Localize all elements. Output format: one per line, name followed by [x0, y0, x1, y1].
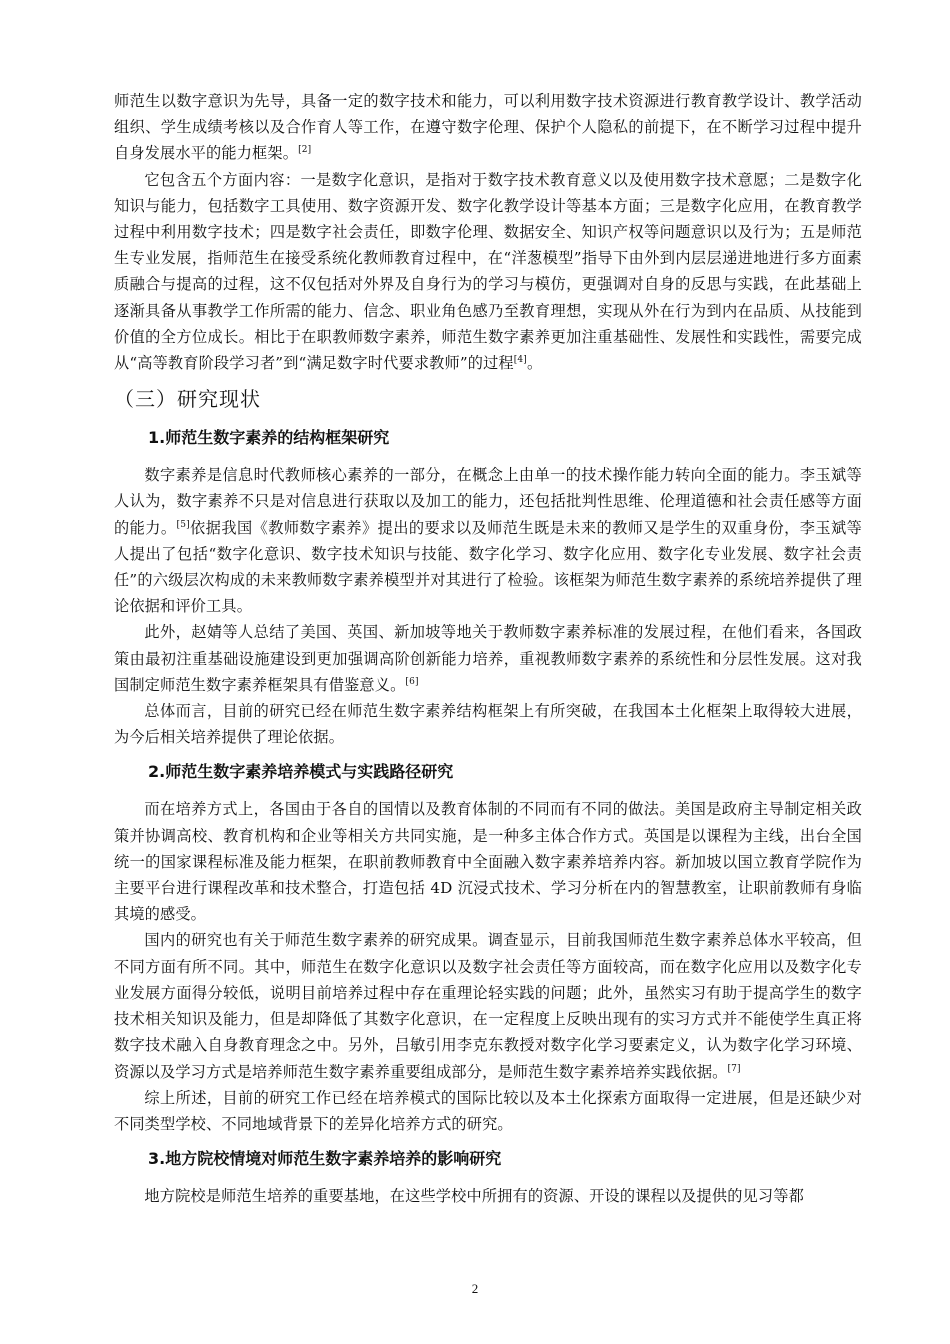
subsection-heading: 2.师范生数字素养培养模式与实践路径研究: [148, 762, 454, 782]
citation-ref: [5]: [176, 519, 190, 530]
subsection-heading: 1.师范生数字素养的结构框架研究: [148, 428, 390, 448]
citation-ref: [6]: [405, 676, 419, 687]
paragraph-tail: 依据我国《教师数字素养》提出的要求以及师范生既是未来的教师又是学生的双重身份，李玉斌等人提出了包括“数字化意识、数字技术知识与技能、数字化学习、数字化应用、数字化专业发展、数字社会责任”的六级层次构成的未来教师数字素养模型并对其进行了检验。该框架为师范生数字素养的系统培养提供了理论依据和评价工具。: [114, 518, 862, 616]
paragraph-tail: 。: [526, 354, 543, 373]
paragraph-text: 此外，赵婧等人总结了美国、英国、新加坡等地关于教师数字素养标准的发展过程，在他们看来，各国政策由最初注重基础设施建设到更加强调高阶创新能力培养，重视教师数字素养的系统性和分层性发展。这对我国制定师范生数字素养框架具有借鉴意义。: [114, 623, 862, 694]
section-heading: （三）研究现状: [114, 387, 261, 412]
paragraph: [114, 462, 862, 619]
paragraph: [114, 698, 862, 750]
paragraph-text: 地方院校是师范生培养的重要基地，在这些学校中所拥有的资源、开设的课程以及提供的见习等都: [144, 1187, 804, 1206]
paragraph: [114, 1183, 862, 1209]
page-number: 2: [471, 1281, 479, 1296]
paragraph-text: 它包含五个方面内容：一是数字化意识，是指对于数字技术教育意义以及使用数字技术意愿；二是数字化知识与能力，包括数字工具使用、数字资源开发、数字化教学设计等基本方面；三是数字化应用，在教育教学过程中利用数字技术；四是数字社会责任，即数字伦理、数据安全、知识产权等问题意识以及行为；五是师范生专业发展，指师范生在接受系统化教师教育过程中，在“洋葱模型”指导下由外到内层层递进地进行多方面素质融合与提高的过程，这不仅包括对外界及自身行为的学习与模仿，更强调对自身的反思与实践，在此基础上逐渐具备从事教学工作所需的能力、信念、职业角色感乃至教育理想，实现从外在行为到内在品质、从技能到价值的全方位成长。相比于在职教师数字素养，师范生数字素养更加注重基础性、发展性和实践性，需要完成从“高等教育阶段学习者”到“满足数字时代要求教师”的过程: [114, 170, 862, 373]
page-body: [114, 88, 862, 1209]
paragraph-text: 总体而言，目前的研究已经在师范生数字素养结构框架上有所突破，在我国本土化框架上取得较大进展，为今后相关培养提供了理论依据。: [114, 702, 862, 747]
paragraph-text: 而在培养方式上，各国由于各自的国情以及教育体制的不同而有不同的做法。美国是政府主导制定相关政策并协调高校、教育机构和企业等相关方共同实施，是一种多主体合作方式。英国是以课程为主线，出台全国统一的国家课程标准及能力框架，在职前教师教育中全面融入数字素养培养内容。新加坡以国立教育学院作为主要平台进行课程改革和技术整合，打造包括 4D 沉浸式技术、学习分析在内的智慧教室，让职前教师有身临其境的感受。: [114, 800, 862, 924]
paragraph: [114, 619, 862, 698]
paragraph: [114, 1085, 862, 1137]
citation-ref: [2]: [298, 145, 312, 156]
paragraph: [114, 88, 862, 167]
paragraph-text: 师范生以数字意识为先导，具备一定的数字技术和能力，可以利用数字技术资源进行教育教学设计、教学活动组织、学生成绩考核以及合作育人等工作，在遵守数字伦理、保护个人隐私的前提下，在不断学习过程中提升自身发展水平的能力框架。: [114, 92, 862, 163]
subsection-heading: 3.地方院校情境对师范生数字素养培养的影响研究: [148, 1149, 502, 1169]
paragraph-text: 数字素养是信息时代教师核心素养的一部分，在概念上由单一的技术操作能力转向全面的能力。李玉斌等人认为，数字素养不只是对信息进行获取以及加工的能力，还包括批判性思维、伦理道德和社会责任感等方面的能力。: [114, 466, 862, 537]
paragraph-text: 综上所述，目前的研究工作已经在培养模式的国际比较以及本土化探索方面取得一定进展，但是还缺少对不同类型学校、不同地域背景下的差异化培养方式的研究。: [114, 1088, 862, 1133]
paragraph-text: 国内的研究也有关于师范生数字素养的研究成果。调查显示，目前我国师范生数字素养总体水平较高，但不同方面有所不同。其中，师范生在数字化意识以及数字社会责任等方面较高，而在数字化应用以及数字化专业发展方面得分较低，说明目前培养过程中存在重理论轻实践的问题；此外，虽然实习有助于提高学生的数字技术相关知识及能力，但是却降低了其数字化意识，在一定程度上反映出现有的实习方式并不能使学生真正将数字技术融入自身教育理念之中。另外，吕敏引用李克东教授对数字化学习要素定义，认为数字化学习环境、资源以及学习方式是培养师范生数字素养重要组成部分，是师范生数字素养培养实践依据。: [114, 931, 862, 1081]
paragraph: [114, 796, 862, 927]
paragraph: [114, 167, 862, 377]
citation-ref: [7]: [727, 1063, 741, 1074]
citation-ref: [4]: [513, 355, 527, 366]
paragraph: [114, 927, 862, 1084]
